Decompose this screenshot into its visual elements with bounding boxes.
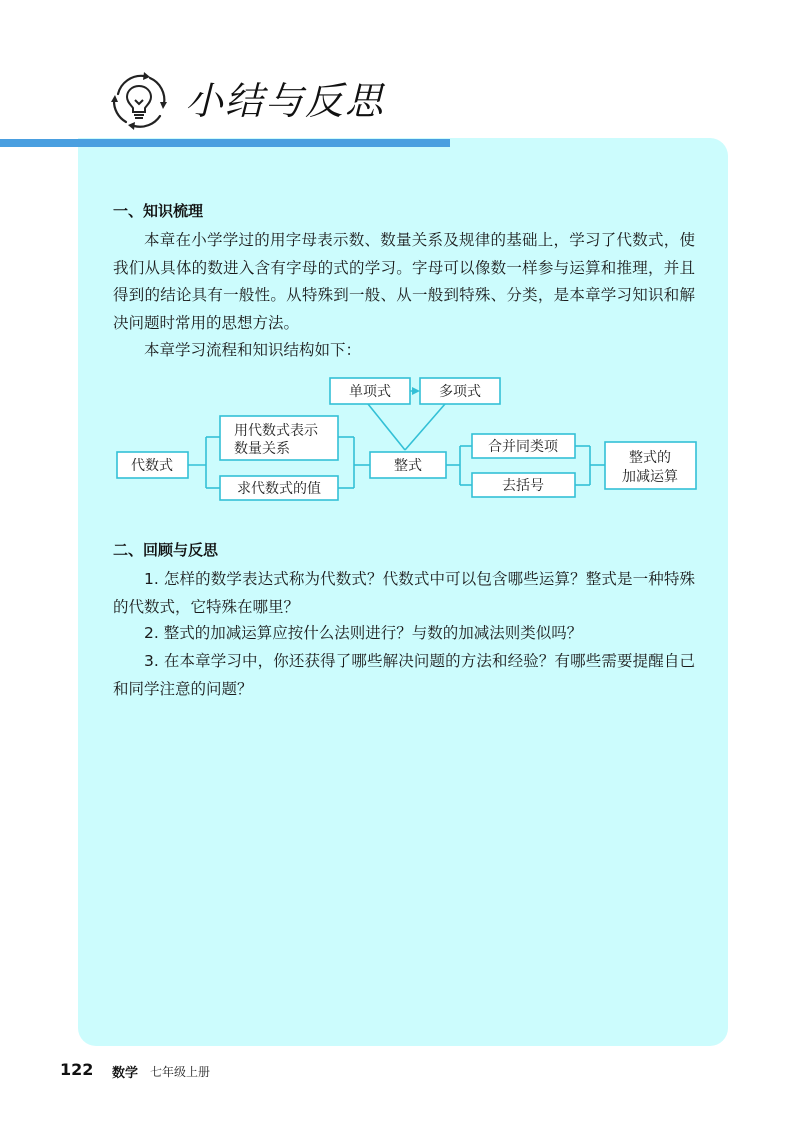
review-question-1: 1. 怎样的数学表达式称为代数式？代数式中可以包含哪些运算？整式是一种特殊的代数式，它特殊在哪里？	[113, 570, 695, 616]
section-heading-review: 二、回顾与反思	[113, 541, 219, 559]
header-accent-bar	[0, 139, 450, 147]
section1-flow-intro: 本章学习流程和知识结构如下：	[144, 341, 362, 359]
section-heading-knowledge: 一、知识梳理	[113, 202, 204, 220]
footer-subject: 数学	[112, 1066, 139, 1081]
node-danxiangshi: 单项式	[349, 384, 391, 400]
footer-grade: 七年级上册	[150, 1065, 211, 1079]
node-jiajian-line1: 整式的	[629, 450, 671, 466]
review-question-3: 3. 在本章学习中，你还获得了哪些解决问题的方法和经验？有哪些需要提醒自己和同学注意的问题？	[113, 652, 695, 698]
page-title: 小结与反思	[185, 79, 386, 123]
node-hebing: 合并同类项	[488, 439, 558, 455]
node-zhengshi: 整式	[394, 458, 422, 474]
node-biaoshi-line2: 数量关系	[234, 441, 290, 457]
knowledge-structure-diagram	[100, 368, 720, 518]
node-quguohao: 去括号	[502, 478, 544, 494]
node-biaoshi-line1: 用代数式表示	[234, 423, 318, 439]
connector-line	[405, 404, 445, 450]
connector-line	[368, 404, 405, 450]
node-duoxiangshi: 多项式	[439, 384, 481, 400]
review-question-2: 2. 整式的加减运算应按什么法则进行？与数的加减法则类似吗？	[144, 624, 583, 642]
node-jiajian-line2: 加减运算	[622, 469, 678, 485]
page-number: 122	[60, 1060, 94, 1079]
node-daishushi: 代数式	[131, 458, 173, 474]
node-qiuzhi: 求代数式的值	[237, 481, 321, 497]
lightbulb-cycle-icon	[104, 66, 174, 136]
section1-paragraph: 本章在小学学过的用字母表示数、数量关系及规律的基础上，学习了代数式，使我们从具体的数进入含有字母的式的学习。字母可以像数一样参与运算和推理，并且得到的结论具有一般性。从特殊到一般、从一般到特殊、分类，是本章学习知识和解决问题时常用的思想方法。	[113, 231, 695, 332]
